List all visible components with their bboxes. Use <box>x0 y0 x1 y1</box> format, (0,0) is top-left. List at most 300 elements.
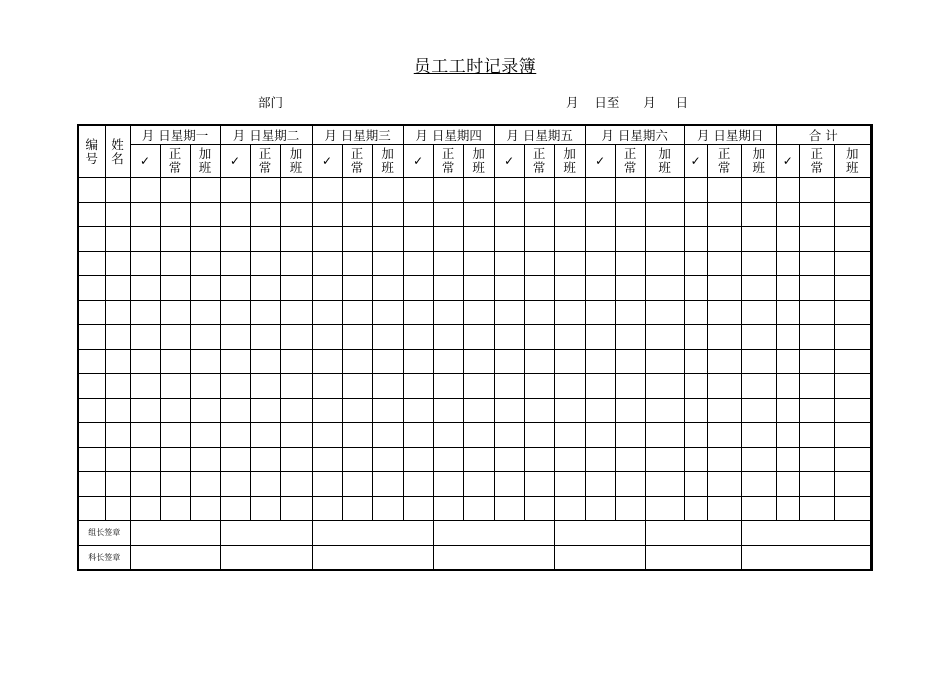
table-cell[interactable] <box>684 276 707 301</box>
table-cell[interactable] <box>494 423 524 448</box>
table-cell[interactable] <box>280 472 312 497</box>
table-cell[interactable] <box>741 496 776 521</box>
table-cell[interactable] <box>130 496 160 521</box>
table-cell[interactable] <box>160 374 190 399</box>
table-cell[interactable] <box>372 496 403 521</box>
table-cell[interactable] <box>615 202 645 227</box>
table-cell[interactable] <box>78 202 105 227</box>
table-cell[interactable] <box>554 178 585 203</box>
table-cell[interactable] <box>250 472 280 497</box>
table-cell[interactable] <box>707 496 741 521</box>
table-cell[interactable] <box>494 178 524 203</box>
table-cell[interactable] <box>105 447 130 472</box>
table-cell[interactable] <box>190 349 220 374</box>
table-cell[interactable] <box>707 178 741 203</box>
table-cell[interactable] <box>130 374 160 399</box>
table-cell[interactable] <box>834 202 870 227</box>
table-cell[interactable] <box>160 300 190 325</box>
table-cell[interactable] <box>776 276 799 301</box>
table-cell[interactable] <box>463 325 494 350</box>
table-cell[interactable] <box>834 374 870 399</box>
table-cell[interactable] <box>372 325 403 350</box>
table-cell[interactable] <box>463 227 494 252</box>
signature-cell[interactable] <box>741 521 870 546</box>
table-cell[interactable] <box>799 251 834 276</box>
table-cell[interactable] <box>372 349 403 374</box>
table-cell[interactable] <box>834 472 870 497</box>
table-cell[interactable] <box>105 398 130 423</box>
table-cell[interactable] <box>312 276 342 301</box>
table-cell[interactable] <box>433 423 463 448</box>
table-cell[interactable] <box>707 276 741 301</box>
table-cell[interactable] <box>250 447 280 472</box>
table-cell[interactable] <box>645 178 684 203</box>
table-cell[interactable] <box>799 398 834 423</box>
table-cell[interactable] <box>799 423 834 448</box>
table-cell[interactable] <box>645 374 684 399</box>
table-cell[interactable] <box>585 374 615 399</box>
table-cell[interactable] <box>130 447 160 472</box>
table-cell[interactable] <box>403 251 433 276</box>
table-cell[interactable] <box>615 374 645 399</box>
table-cell[interactable] <box>776 227 799 252</box>
table-cell[interactable] <box>160 423 190 448</box>
table-cell[interactable] <box>250 178 280 203</box>
signature-cell[interactable] <box>220 521 312 546</box>
table-cell[interactable] <box>524 349 554 374</box>
table-cell[interactable] <box>684 447 707 472</box>
table-cell[interactable] <box>190 447 220 472</box>
table-cell[interactable] <box>433 325 463 350</box>
table-cell[interactable] <box>776 447 799 472</box>
table-cell[interactable] <box>105 251 130 276</box>
table-cell[interactable] <box>190 374 220 399</box>
table-cell[interactable] <box>250 325 280 350</box>
table-cell[interactable] <box>834 276 870 301</box>
table-cell[interactable] <box>524 202 554 227</box>
table-cell[interactable] <box>494 227 524 252</box>
table-cell[interactable] <box>130 472 160 497</box>
table-cell[interactable] <box>342 178 372 203</box>
table-cell[interactable] <box>799 496 834 521</box>
table-cell[interactable] <box>403 276 433 301</box>
table-cell[interactable] <box>615 251 645 276</box>
table-cell[interactable] <box>684 398 707 423</box>
table-cell[interactable] <box>707 300 741 325</box>
table-cell[interactable] <box>78 349 105 374</box>
table-cell[interactable] <box>312 423 342 448</box>
table-cell[interactable] <box>190 325 220 350</box>
table-cell[interactable] <box>741 472 776 497</box>
table-cell[interactable] <box>684 472 707 497</box>
table-cell[interactable] <box>342 300 372 325</box>
signature-cell[interactable] <box>870 521 872 546</box>
table-cell[interactable] <box>463 423 494 448</box>
table-cell[interactable] <box>707 472 741 497</box>
table-cell[interactable] <box>250 398 280 423</box>
table-cell[interactable] <box>372 300 403 325</box>
table-cell[interactable] <box>190 472 220 497</box>
table-cell[interactable] <box>160 447 190 472</box>
table-cell[interactable] <box>130 276 160 301</box>
table-cell[interactable] <box>220 349 250 374</box>
table-cell[interactable] <box>372 178 403 203</box>
table-cell[interactable] <box>799 300 834 325</box>
table-cell[interactable] <box>554 447 585 472</box>
table-cell[interactable] <box>160 202 190 227</box>
table-cell[interactable] <box>707 227 741 252</box>
table-cell[interactable] <box>494 325 524 350</box>
table-cell[interactable] <box>342 202 372 227</box>
table-cell[interactable] <box>463 472 494 497</box>
table-cell[interactable] <box>741 227 776 252</box>
table-cell[interactable] <box>342 374 372 399</box>
table-cell[interactable] <box>554 374 585 399</box>
table-cell[interactable] <box>130 398 160 423</box>
table-cell[interactable] <box>554 251 585 276</box>
table-cell[interactable] <box>645 300 684 325</box>
table-cell[interactable] <box>463 276 494 301</box>
table-cell[interactable] <box>799 227 834 252</box>
table-cell[interactable] <box>707 398 741 423</box>
table-cell[interactable] <box>280 349 312 374</box>
table-cell[interactable] <box>312 227 342 252</box>
table-cell[interactable] <box>585 325 615 350</box>
table-cell[interactable] <box>342 398 372 423</box>
table-cell[interactable] <box>433 447 463 472</box>
table-cell[interactable] <box>834 251 870 276</box>
table-cell[interactable] <box>312 496 342 521</box>
table-cell[interactable] <box>220 423 250 448</box>
signature-cell[interactable] <box>130 521 220 546</box>
table-cell[interactable] <box>105 202 130 227</box>
table-cell[interactable] <box>463 202 494 227</box>
table-cell[interactable] <box>776 202 799 227</box>
table-cell[interactable] <box>707 325 741 350</box>
table-cell[interactable] <box>707 251 741 276</box>
table-cell[interactable] <box>130 325 160 350</box>
table-cell[interactable] <box>433 227 463 252</box>
table-cell[interactable] <box>220 447 250 472</box>
table-cell[interactable] <box>105 349 130 374</box>
table-cell[interactable] <box>250 374 280 399</box>
table-cell[interactable] <box>105 178 130 203</box>
table-cell[interactable] <box>250 276 280 301</box>
table-cell[interactable] <box>280 374 312 399</box>
table-cell[interactable] <box>312 374 342 399</box>
table-cell[interactable] <box>280 276 312 301</box>
table-cell[interactable] <box>403 325 433 350</box>
table-cell[interactable] <box>372 423 403 448</box>
table-cell[interactable] <box>776 423 799 448</box>
table-cell[interactable] <box>615 276 645 301</box>
table-cell[interactable] <box>524 447 554 472</box>
table-cell[interactable] <box>834 496 870 521</box>
table-cell[interactable] <box>684 349 707 374</box>
table-cell[interactable] <box>250 349 280 374</box>
table-cell[interactable] <box>776 472 799 497</box>
signature-cell[interactable] <box>645 545 741 570</box>
table-cell[interactable] <box>494 300 524 325</box>
table-cell[interactable] <box>160 496 190 521</box>
table-cell[interactable] <box>403 202 433 227</box>
table-cell[interactable] <box>684 178 707 203</box>
table-cell[interactable] <box>403 423 433 448</box>
table-cell[interactable] <box>220 300 250 325</box>
table-cell[interactable] <box>834 227 870 252</box>
table-cell[interactable] <box>524 472 554 497</box>
table-cell[interactable] <box>524 398 554 423</box>
table-cell[interactable] <box>799 325 834 350</box>
table-cell[interactable] <box>585 300 615 325</box>
table-cell[interactable] <box>776 349 799 374</box>
table-cell[interactable] <box>433 374 463 399</box>
table-cell[interactable] <box>645 325 684 350</box>
table-cell[interactable] <box>160 472 190 497</box>
signature-cell[interactable] <box>220 545 312 570</box>
table-cell[interactable] <box>403 374 433 399</box>
table-cell[interactable] <box>160 178 190 203</box>
table-cell[interactable] <box>105 276 130 301</box>
table-cell[interactable] <box>776 300 799 325</box>
table-cell[interactable] <box>433 276 463 301</box>
table-cell[interactable] <box>799 276 834 301</box>
table-cell[interactable] <box>494 251 524 276</box>
table-cell[interactable] <box>585 349 615 374</box>
table-cell[interactable] <box>190 398 220 423</box>
table-cell[interactable] <box>250 202 280 227</box>
table-cell[interactable] <box>342 276 372 301</box>
table-cell[interactable] <box>280 398 312 423</box>
table-cell[interactable] <box>250 496 280 521</box>
signature-cell[interactable] <box>741 545 870 570</box>
table-cell[interactable] <box>312 447 342 472</box>
table-cell[interactable] <box>130 178 160 203</box>
table-cell[interactable] <box>342 349 372 374</box>
signature-cell[interactable] <box>870 545 872 570</box>
table-cell[interactable] <box>190 496 220 521</box>
table-cell[interactable] <box>776 496 799 521</box>
table-cell[interactable] <box>160 349 190 374</box>
table-cell[interactable] <box>220 325 250 350</box>
table-cell[interactable] <box>403 349 433 374</box>
table-cell[interactable] <box>494 447 524 472</box>
table-cell[interactable] <box>684 227 707 252</box>
table-cell[interactable] <box>645 202 684 227</box>
table-cell[interactable] <box>463 349 494 374</box>
table-cell[interactable] <box>524 276 554 301</box>
table-cell[interactable] <box>220 374 250 399</box>
table-cell[interactable] <box>776 325 799 350</box>
table-cell[interactable] <box>494 349 524 374</box>
table-cell[interactable] <box>220 227 250 252</box>
table-cell[interactable] <box>834 349 870 374</box>
table-cell[interactable] <box>834 398 870 423</box>
table-cell[interactable] <box>707 447 741 472</box>
table-cell[interactable] <box>250 300 280 325</box>
table-cell[interactable] <box>645 472 684 497</box>
table-cell[interactable] <box>78 472 105 497</box>
table-cell[interactable] <box>741 251 776 276</box>
table-cell[interactable] <box>130 300 160 325</box>
table-cell[interactable] <box>494 374 524 399</box>
table-cell[interactable] <box>312 202 342 227</box>
table-cell[interactable] <box>342 251 372 276</box>
table-cell[interactable] <box>372 398 403 423</box>
table-cell[interactable] <box>834 423 870 448</box>
table-cell[interactable] <box>645 496 684 521</box>
table-cell[interactable] <box>524 496 554 521</box>
table-cell[interactable] <box>160 325 190 350</box>
signature-cell[interactable] <box>312 545 433 570</box>
table-cell[interactable] <box>250 251 280 276</box>
table-cell[interactable] <box>342 227 372 252</box>
table-cell[interactable] <box>78 398 105 423</box>
table-cell[interactable] <box>403 472 433 497</box>
table-cell[interactable] <box>524 300 554 325</box>
table-cell[interactable] <box>105 472 130 497</box>
table-cell[interactable] <box>403 447 433 472</box>
table-cell[interactable] <box>834 178 870 203</box>
table-cell[interactable] <box>190 227 220 252</box>
table-cell[interactable] <box>78 276 105 301</box>
table-cell[interactable] <box>494 496 524 521</box>
table-cell[interactable] <box>684 325 707 350</box>
table-cell[interactable] <box>834 300 870 325</box>
table-cell[interactable] <box>799 374 834 399</box>
table-cell[interactable] <box>834 325 870 350</box>
table-cell[interactable] <box>463 300 494 325</box>
table-cell[interactable] <box>403 178 433 203</box>
table-cell[interactable] <box>463 178 494 203</box>
table-cell[interactable] <box>585 251 615 276</box>
table-cell[interactable] <box>280 423 312 448</box>
table-cell[interactable] <box>554 472 585 497</box>
table-cell[interactable] <box>312 398 342 423</box>
table-cell[interactable] <box>220 178 250 203</box>
table-cell[interactable] <box>524 178 554 203</box>
table-cell[interactable] <box>645 349 684 374</box>
table-cell[interactable] <box>433 251 463 276</box>
table-cell[interactable] <box>615 178 645 203</box>
table-cell[interactable] <box>463 398 494 423</box>
table-cell[interactable] <box>554 423 585 448</box>
table-cell[interactable] <box>741 398 776 423</box>
table-cell[interactable] <box>585 496 615 521</box>
table-cell[interactable] <box>707 202 741 227</box>
table-cell[interactable] <box>372 202 403 227</box>
table-cell[interactable] <box>250 423 280 448</box>
table-cell[interactable] <box>105 496 130 521</box>
table-cell[interactable] <box>105 423 130 448</box>
table-cell[interactable] <box>684 251 707 276</box>
table-cell[interactable] <box>741 423 776 448</box>
table-cell[interactable] <box>312 178 342 203</box>
table-cell[interactable] <box>433 300 463 325</box>
table-cell[interactable] <box>280 227 312 252</box>
table-cell[interactable] <box>190 276 220 301</box>
table-cell[interactable] <box>799 202 834 227</box>
table-cell[interactable] <box>585 423 615 448</box>
table-cell[interactable] <box>494 276 524 301</box>
table-cell[interactable] <box>78 423 105 448</box>
table-cell[interactable] <box>585 276 615 301</box>
table-cell[interactable] <box>524 374 554 399</box>
table-cell[interactable] <box>585 398 615 423</box>
table-cell[interactable] <box>741 349 776 374</box>
table-cell[interactable] <box>342 423 372 448</box>
table-cell[interactable] <box>494 202 524 227</box>
table-cell[interactable] <box>433 202 463 227</box>
table-cell[interactable] <box>78 496 105 521</box>
table-cell[interactable] <box>615 325 645 350</box>
table-cell[interactable] <box>524 251 554 276</box>
table-cell[interactable] <box>463 374 494 399</box>
table-cell[interactable] <box>463 447 494 472</box>
table-cell[interactable] <box>615 472 645 497</box>
table-cell[interactable] <box>585 447 615 472</box>
table-cell[interactable] <box>615 227 645 252</box>
table-cell[interactable] <box>280 202 312 227</box>
table-cell[interactable] <box>684 496 707 521</box>
table-cell[interactable] <box>615 398 645 423</box>
table-cell[interactable] <box>342 447 372 472</box>
table-cell[interactable] <box>554 300 585 325</box>
table-cell[interactable] <box>494 398 524 423</box>
table-cell[interactable] <box>312 300 342 325</box>
table-cell[interactable] <box>645 251 684 276</box>
signature-cell[interactable] <box>433 521 554 546</box>
table-cell[interactable] <box>554 202 585 227</box>
table-cell[interactable] <box>799 447 834 472</box>
table-cell[interactable] <box>645 447 684 472</box>
table-cell[interactable] <box>615 349 645 374</box>
table-cell[interactable] <box>776 398 799 423</box>
table-cell[interactable] <box>403 300 433 325</box>
table-cell[interactable] <box>433 349 463 374</box>
table-cell[interactable] <box>645 423 684 448</box>
signature-cell[interactable] <box>433 545 554 570</box>
table-cell[interactable] <box>105 374 130 399</box>
table-cell[interactable] <box>280 178 312 203</box>
table-cell[interactable] <box>524 325 554 350</box>
table-cell[interactable] <box>684 202 707 227</box>
table-cell[interactable] <box>130 251 160 276</box>
table-cell[interactable] <box>554 398 585 423</box>
table-cell[interactable] <box>403 496 433 521</box>
table-cell[interactable] <box>741 374 776 399</box>
table-cell[interactable] <box>403 398 433 423</box>
table-cell[interactable] <box>160 398 190 423</box>
table-cell[interactable] <box>130 227 160 252</box>
table-cell[interactable] <box>645 227 684 252</box>
table-cell[interactable] <box>312 472 342 497</box>
table-cell[interactable] <box>105 227 130 252</box>
table-cell[interactable] <box>554 349 585 374</box>
table-cell[interactable] <box>78 374 105 399</box>
table-cell[interactable] <box>220 202 250 227</box>
signature-cell[interactable] <box>312 521 433 546</box>
table-cell[interactable] <box>585 472 615 497</box>
table-cell[interactable] <box>741 178 776 203</box>
table-cell[interactable] <box>280 447 312 472</box>
table-cell[interactable] <box>684 300 707 325</box>
table-cell[interactable] <box>280 496 312 521</box>
table-cell[interactable] <box>554 325 585 350</box>
table-cell[interactable] <box>554 276 585 301</box>
table-cell[interactable] <box>585 178 615 203</box>
table-cell[interactable] <box>615 447 645 472</box>
